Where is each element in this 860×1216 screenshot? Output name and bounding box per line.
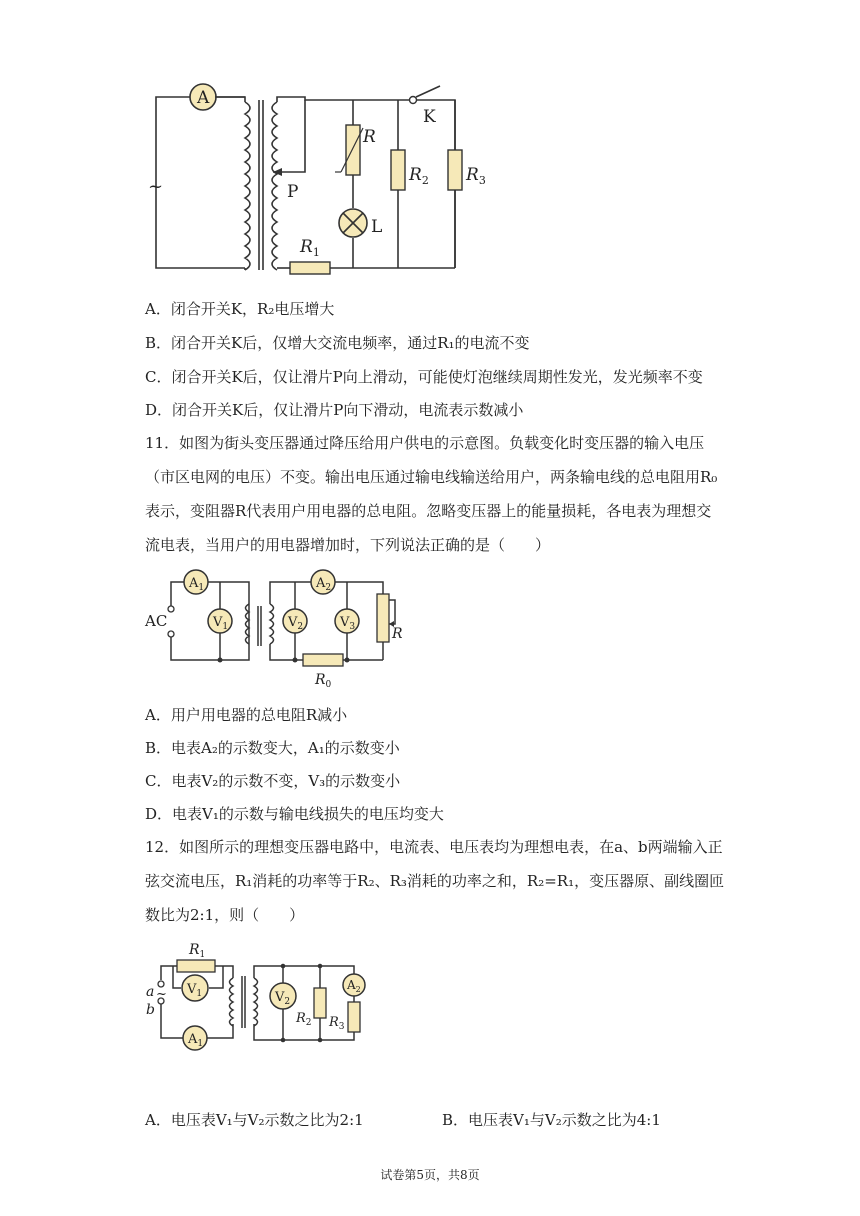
- page-footer: 试卷第5页，共8页: [380, 1168, 480, 1182]
- r3-label: $R_3$: [329, 1015, 345, 1032]
- q12-option-a: A．电压表V₁与V₂示数之比为2:1: [145, 1111, 364, 1129]
- r0-label: $R_0$: [315, 672, 332, 690]
- q12-stem: 12．如图所示的理想变压器电路中，电流表、电压表均为理想电表，在a、b两端输入正弦交流电压，R₁消耗的功率等于R₂、R₃消耗的功率之和，R₂=R₁，变压器原、副线圈匝数比为2:1，则（ ）: [145, 838, 725, 924]
- a2-label: $A_2$: [347, 978, 361, 994]
- v1-label: $V_1$: [213, 615, 229, 632]
- slider-label: P: [287, 182, 299, 202]
- tilde-label: ~: [156, 987, 167, 1002]
- v1-label: $V_1$: [187, 982, 203, 999]
- a-label: a: [146, 984, 155, 1000]
- q11-option-b: B．电表A₂的示数变大，A₁的示数变小: [145, 739, 400, 757]
- r2-label: $R_2$: [409, 165, 429, 187]
- v2-label: $V_2$: [288, 615, 304, 632]
- q12-option-b: B．电压表V₁与V₂示数之比为4:1: [442, 1111, 661, 1129]
- b-label: b: [146, 1002, 155, 1018]
- q10-option-d: D．闭合开关K后，仅让滑片P向下滑动，电流表示数减小: [145, 401, 524, 419]
- r3-label: $R_3$: [466, 165, 486, 187]
- q11-stem: 11．如图为街头变压器通过降压给用户供电的示意图。负载变化时变压器的输入电压（市区电网的电压）不变。输出电压通过输电线输送给用户，两条输电线的总电阻用R₀表示，变阻器R代表用户用电器的总电阻。忽略变压器上的能量损耗，各电表为理想交流电表，当用户的用电器增加时，下列说法正确的是（ ）: [145, 434, 718, 554]
- q11-option-d: D．电表V₁的示数与输电线损失的电压均变大: [145, 805, 444, 823]
- switch-label: K: [423, 107, 436, 127]
- q10-option-b: B．闭合开关K后，仅增大交流电频率，通过R₁的电流不变: [145, 334, 530, 352]
- r-label: R: [392, 626, 403, 642]
- r1-label: $R_1$: [189, 942, 206, 960]
- source-label: ~: [148, 176, 164, 197]
- ac-label: AC: [145, 612, 168, 630]
- circuit-diagram-2: [143, 566, 413, 691]
- circuit-diagram-3: [143, 938, 373, 1060]
- a2-label: $A_2$: [316, 576, 332, 593]
- q11-option-a: A．用户用电器的总电阻R减小: [145, 706, 348, 724]
- q11-option-c: C．电表V₂的示数不变，V₃的示数变小: [145, 772, 401, 790]
- a1-label: $A_1$: [188, 1032, 204, 1049]
- v3-label: $V_3$: [340, 615, 356, 632]
- q10-option-a: A．闭合开关K，R₂电压增大: [145, 300, 335, 318]
- r2-label: $R_2$: [296, 1011, 312, 1028]
- r-label: R: [363, 127, 376, 147]
- ammeter-label: A: [197, 88, 210, 108]
- circuit-diagram-1: [145, 80, 505, 280]
- a1-label: $A_1$: [189, 576, 205, 593]
- r1-label: $R_1$: [300, 237, 320, 259]
- v2-label: $V_2$: [275, 990, 291, 1007]
- lamp-label: L: [371, 217, 383, 237]
- q10-option-c: C．闭合开关K后，仅让滑片P向上滑动，可能使灯泡继续周期性发光，发光频率不变: [145, 368, 703, 386]
